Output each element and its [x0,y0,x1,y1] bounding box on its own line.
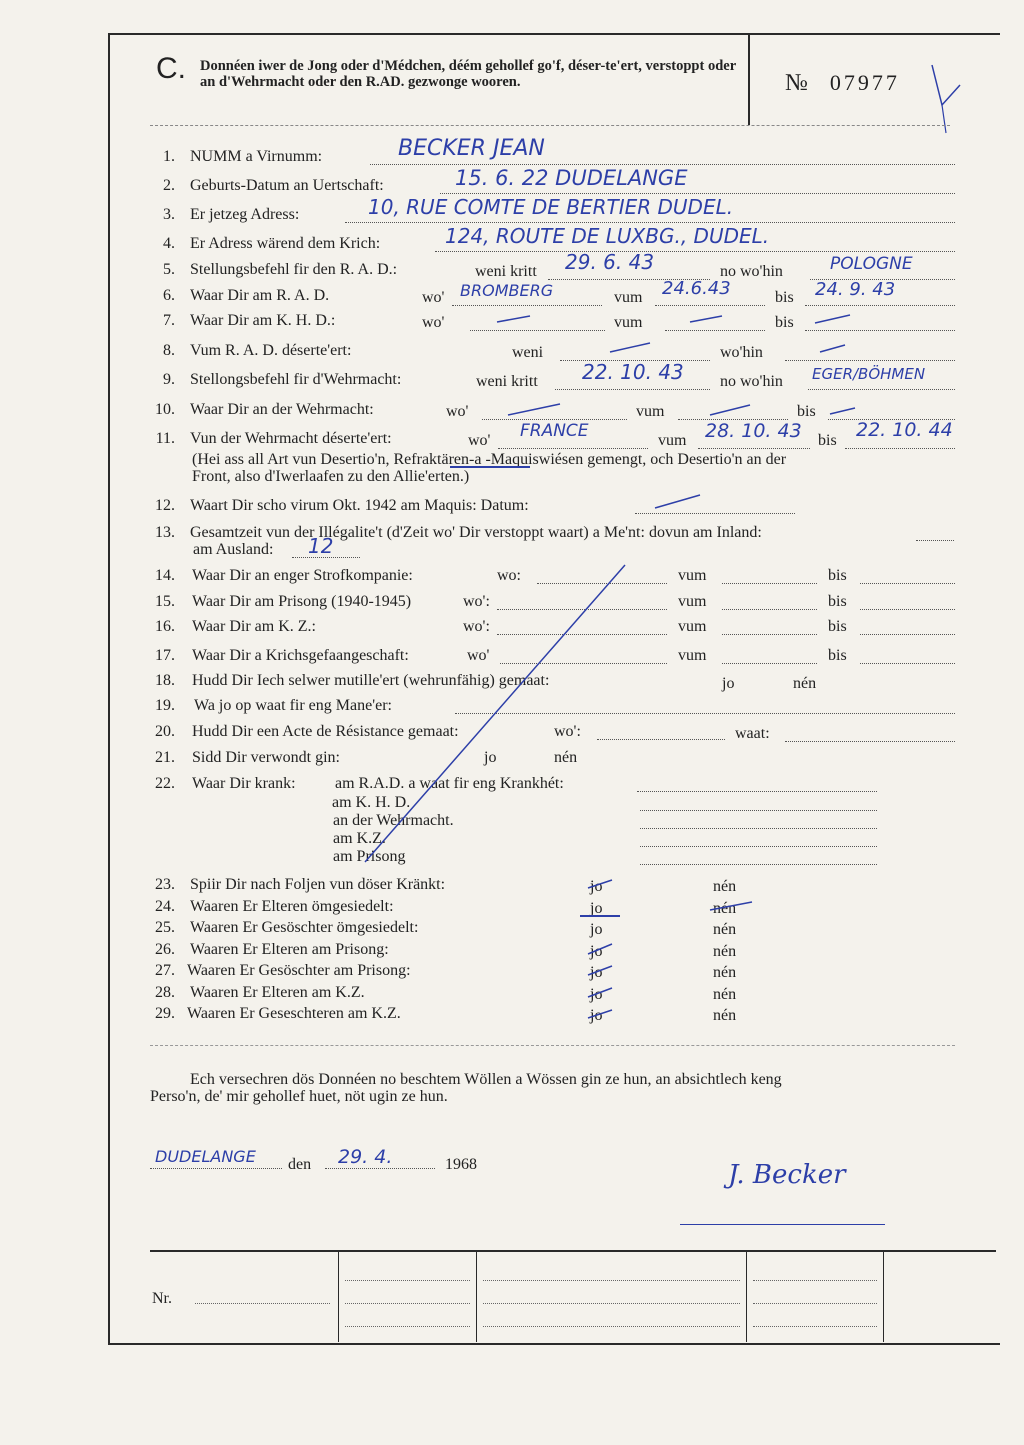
field-label: Waaren Er Elteren ömgesiedelt: [190,898,394,915]
field-wo-value: BROMBERG [460,281,554,300]
field-no: nén [554,749,578,766]
field-bis-value: 22. 10. 44 [856,419,953,441]
footer-table [150,1250,996,1342]
field-yes: jo [590,1007,603,1024]
field-label: Spiir Dir nach Foljen vun döser Kränkt: [190,876,446,893]
number-symbol: № [785,70,808,96]
field-bis-label: bis [797,403,816,420]
field-no: nén [713,943,737,960]
field-number: 9. [163,371,175,388]
field-label: Waaren Er Gesöschter ömgesiedelt: [190,919,419,936]
field-label: Waaren Er Elteren am K.Z. [190,984,365,1001]
field-value: 15. 6. 22 DUDELANGE [455,166,688,190]
field-number: 26. [155,941,175,958]
field-bis-label: bis [818,432,837,449]
field-vum-label: vum [614,289,643,306]
field-label: Waar Dir a Krichsgefaangeschaft: [192,647,409,664]
field-value: 124, ROUTE DE LUXBG., DUDEL. [445,224,770,248]
field-label: Waaren Er Gesöschter am Prisong: [187,962,411,979]
field-number: 25. [155,919,175,936]
field-vum-label: vum [636,403,665,420]
field-bis-label: bis [828,567,847,584]
footer-column-divider [746,1250,747,1342]
footer-column-divider [476,1250,477,1342]
signature-den: den [288,1156,312,1173]
field-no: nén [713,921,737,938]
field-bis-value: 24. 9. 43 [815,279,896,300]
field-yes: jo [484,749,497,766]
field-number: 18. [155,672,175,689]
field-number: 23. [155,876,175,893]
field-number: 15. [155,593,175,610]
field-wo-label: wo' [422,289,445,306]
field-label: am Ausland: [193,541,274,558]
field-wo-label: wo' [422,314,445,331]
field-number: 14. [155,567,175,584]
field-no: nén [793,675,817,692]
field-wo-label: wo': [554,723,581,740]
field-vum-label: vum [678,618,707,635]
field-number: 6. [163,287,175,304]
field-number: 29. [155,1005,175,1022]
section-letter: C. [156,52,186,85]
field-vum-label: vum [658,432,687,449]
field-waat-label: waat: [735,725,770,742]
field-label: Waar Dir krank: [192,775,296,792]
field-label: Waar Dir am R. A. D. [190,287,330,304]
field-vum-label: vum [678,593,707,610]
footer-line [345,1303,470,1304]
footer-line [753,1280,877,1281]
field-vum-value: 28. 10. 43 [705,420,802,442]
field-number: 28. [155,984,175,1001]
field-no: nén [713,878,737,895]
field-yes: jo [590,943,603,960]
field-when-value: 29. 6. 43 [565,250,655,274]
field-yes: jo [590,921,603,938]
field-vum-value: 24.6.43 [662,278,731,299]
field-label: Gesamtzeit vun der Illégalite't (d'Zeit wo' Dir verstoppt waart) a Me'nt: dovun am Inland: [190,524,762,541]
field-number: 27. [155,962,175,979]
field-vum-label: vum [614,314,643,331]
field-label: Geburts-Datum an Uertschaft: [190,177,384,194]
field-value: 12 [308,534,334,558]
field-bis-label: bis [775,314,794,331]
footer-line [195,1303,330,1304]
field-when-label: weni kritt [476,373,538,390]
field-label: Vun der Wehrmacht déserte'ert: [190,430,392,447]
field-wo-label: wo': [463,618,490,635]
signature-date: 29. 4. [338,1146,393,1168]
signature-year: 1968 [445,1156,477,1173]
declaration-line1: Ech versechren dös Donnéen no beschtem Wöllen a Wössen gin ze hun, an absichtlech keng [190,1071,782,1088]
footer-column-divider [338,1250,339,1342]
field-label: Wa jo op waat fir eng Mane'er: [194,697,392,714]
footer-nr-label: Nr. [152,1290,172,1307]
field-label: Waar Dir an der Wehrmacht: [190,401,374,418]
field-bis-label: bis [828,647,847,664]
field-label: Waart Dir scho virum Okt. 1942 am Maquis: Datum: [190,497,529,514]
field-label: Waar Dir am K. H. D.: [190,312,336,329]
field-label: Hudd Dir Iech selwer mutille'ert (wehrunfähig) gemaat: [192,672,550,689]
field-no: nén [713,900,737,917]
field-label: Er jetzeg Adress: [190,206,300,223]
field-wo-label: wo' [467,647,490,664]
footer-line [345,1326,470,1327]
field-note: (Hei ass all Art vun Desertio'n, Refraktären-a -Maquiswiésen gemengt, och Desertio'n an der [192,451,787,468]
field-number: 22. [155,775,175,792]
field-number: 8. [163,342,175,359]
field-yes: jo [590,900,603,917]
field-number: 10. [155,401,175,418]
field-value: BECKER JEAN [398,136,545,161]
declaration-line2: Perso'n, de' mir gehollef huet, nöt ugin ze hun. [150,1088,448,1105]
field-note: Front, also d'Iwerlaafen zu den Allie'erten.) [192,468,470,485]
field-where-label: no wo'hin [720,263,783,280]
field-label: Er Adress wärend dem Krich: [190,235,381,252]
field-bis-label: bis [828,593,847,610]
field-number: 19. [155,697,175,714]
field-value: 10, RUE COMTE DE BERTIER DUDEL. [368,195,734,219]
field-number: 4. [163,235,175,252]
footer-line [483,1326,740,1327]
field-number: 21. [155,749,175,766]
field-label: Waaren Er Geseschteren am K.Z. [187,1005,401,1022]
field-wo-value: FRANCE [520,421,589,441]
illness-sub: am Prisong [333,848,406,865]
signature-underline [680,1224,885,1225]
illness-sub: am K.Z. [333,830,386,847]
signature-place: DUDELANGE [155,1147,256,1166]
field-bis-label: bis [775,289,794,306]
field-label: Waar Dir am K. Z.: [192,618,316,635]
footer-line [483,1303,740,1304]
field-label: Vum R. A. D. déserte'ert: [190,342,352,359]
field-number: 13. [155,524,175,541]
field-number: 1. [163,148,175,165]
field-when-label: weni kritt [475,263,537,280]
footer-line [345,1280,470,1281]
field-number: 17. [155,647,175,664]
section-divider [150,1045,955,1046]
illness-sub: am K. H. D. [332,794,411,811]
field-label: Stellongsbefehl fir d'Wehrmacht: [190,371,402,388]
field-label: Waaren Er Elteren am Prisong: [190,941,389,958]
field-yes: jo [590,878,603,895]
field-when-value: 22. 10. 43 [582,360,684,384]
field-bis-label: bis [828,618,847,635]
field-number: 3. [163,206,175,223]
field-when-label: weni [512,344,544,361]
field-number: 16. [155,618,175,635]
footer-column-divider [883,1250,884,1342]
field-wo-label: wo' [446,403,469,420]
field-wo-label: wo': [463,593,490,610]
header-text: Donnéen iwer de Jong oder d'Médchen, déém gehollef go'f, déser-te'ert, verstoppt oder an d'Wehrmacht oder den R.AD. gezwonge wooren. [200,58,736,90]
date-line [325,1168,435,1169]
footer-line [753,1326,877,1327]
field-wo-label: wo: [497,567,521,584]
field-where-value: POLOGNE [830,254,913,274]
field-yes: jo [722,675,735,692]
field-no: nén [713,1007,737,1024]
field-wo-label: wo' [468,432,491,449]
signature: J. Becker [728,1160,846,1190]
field-number: 5. [163,261,175,278]
field-vum-label: vum [678,647,707,664]
field-label: Waar Dir an enger Strofkompanie: [192,567,413,584]
field-vum-label: vum [678,567,707,584]
field-number: 7. [163,312,175,329]
field-label: Sidd Dir verwondt gin: [192,749,340,766]
illness-sub: an der Wehrmacht. [333,812,454,829]
footer-line [753,1303,877,1304]
place-line [150,1168,282,1169]
number-value: 07977 [829,70,900,95]
field-yes: jo [590,964,603,981]
field-where-value: EGER/BÖHMEN [812,365,926,383]
field-no: nén [713,986,737,1003]
field-yes: jo [590,986,603,1003]
illness-sub: am R.A.D. a waat fir eng Krankhét: [335,775,564,792]
field-label: Waar Dir am Prisong (1940-1945) [192,593,412,610]
field-number: 12. [155,497,175,514]
footer-line [483,1280,740,1281]
field-label: NUMM a Virnumm: [190,148,323,165]
field-number: 20. [155,723,175,740]
field-where-label: wo'hin [720,344,763,361]
field-label: Stellungsbefehl fir den R. A. D.: [190,261,398,278]
field-number: 24. [155,898,175,915]
field-number: 2. [163,177,175,194]
field-where-label: no wo'hin [720,373,783,390]
field-number: 11. [155,430,175,447]
field-label: Hudd Dir een Acte de Résistance gemaat: [192,723,459,740]
field-no: nén [713,964,737,981]
